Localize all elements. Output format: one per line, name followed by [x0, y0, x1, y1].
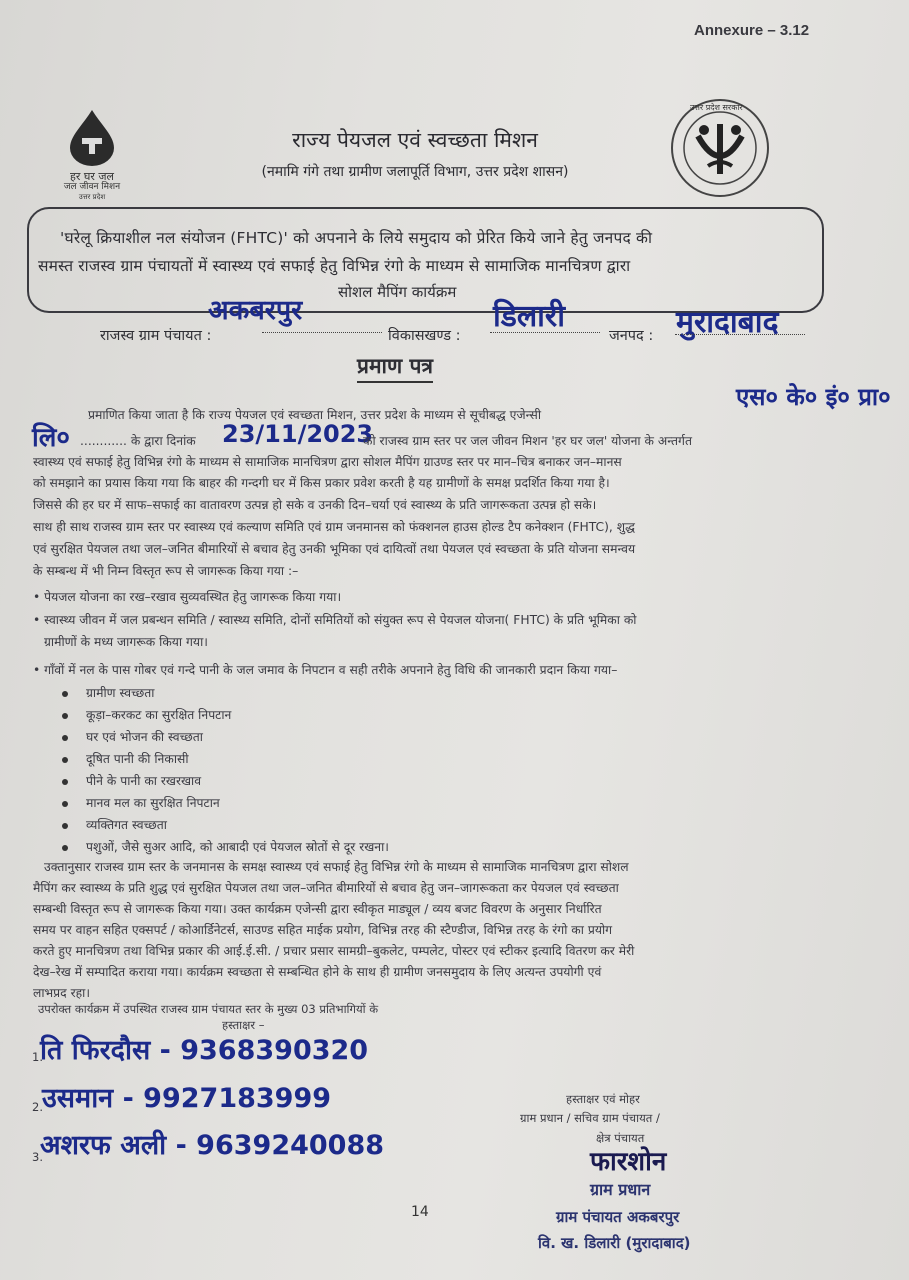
para2-line-6: देख–रेख में सम्पादित कराया गया। कार्यक्रम स्वच्छता से सम्बन्धित होने के साथ ही ग्रामीण जनसमुदाय के लिए अत्यन्त उपयोगी एवं: [33, 965, 602, 979]
signatory-roles: ग्राम प्रधान / सचिव ग्राम पंचायत /: [520, 1111, 660, 1125]
bullet-dot-icon: [62, 845, 68, 851]
bullet-2-cont: ग्रामीणों के मध्य जागरूक किया गया।: [44, 635, 208, 649]
block-value: डिलारी: [493, 299, 565, 334]
bullet-1-text: पेयजल योजना का रख–रखाव सुव्यवस्थित हेतु जागरूक किया गया।: [44, 590, 342, 604]
certificate-title: प्रमाण पत्र: [357, 352, 433, 383]
para1-line-2a: ............ के द्वारा दिनांक: [80, 434, 196, 448]
para2-line-4: समय पर वाहन सहित एक्सपर्ट / कोआर्डिनेटर्स, साउण्ड सहित माईक प्रयोग, विभिन्न तरह की स्टैण्डीज, विभिन्न तरह के रंगो का प्रयोग: [33, 923, 613, 937]
bullet-dot-icon: [62, 757, 68, 763]
list-item: पशुओं, जैसे सुअर आदि, को आबादी एवं पेयजल स्रोतों से दूर रखना।: [62, 838, 389, 855]
participant-3: अशरफ अली - 9639240088: [40, 1130, 385, 1161]
para1-line-5: जिससे की हर घर में साफ–सफाई का वातावरण उत्पन्न हो सके व उनकी दिन–चर्या एवं स्वास्थ्य के प्रति जागरूकता उत्पन्न हो सके।: [33, 498, 597, 512]
participant-num-1: 1.: [32, 1050, 43, 1064]
program-date: 23/11/2023: [222, 420, 374, 448]
para1-line-8: के सम्बन्ध में भी निम्न विस्तृत रूप से जागरूक किया गया :–: [33, 564, 299, 578]
page-number: 14: [411, 1204, 429, 1220]
stamp-line-2: ग्राम पंचायत अकबरपुर: [556, 1208, 680, 1226]
bullet-dot-icon: [62, 779, 68, 785]
gram-panchayat-value: अकबरपुर: [208, 295, 303, 326]
emblem-text: उत्तर प्रदेश सरकार: [690, 103, 743, 112]
program-line-2: समस्त राजस्व ग्राम पंचायतों में स्वास्थ्य एवं सफाई हेतु विभिन्न रंगो के माध्यम से सामाजिक मानचित्रण द्वारा: [38, 257, 631, 275]
district-value: मुरादाबाद: [676, 305, 779, 340]
sign-seal-label: हस्ताक्षर एवं मोहर: [566, 1092, 640, 1106]
annexure-label: Annexure – 3.12: [694, 22, 810, 39]
para1-line-6: साथ ही साथ राजस्व ग्राम स्तर पर स्वास्थ्य एवं कल्याण समिति एवं ग्राम जनमानस को फंक्शनल हाउस होल्ड टैप कनेक्शन (FHTC), शुद्ध: [33, 520, 635, 534]
participant-num-2: 2.: [32, 1100, 43, 1114]
program-line-3: सोशल मैपिंग कार्यक्रम: [338, 283, 457, 301]
participant-2: उसमान - 9927183999: [42, 1083, 332, 1114]
para1-line-1: प्रमाणित किया जाता है कि राज्य पेयजल एवं स्वच्छता मिशन, उत्तर प्रदेश के माध्यम से सूचीबद्ध एजेन्सी: [88, 408, 542, 422]
up-govt-emblem: [668, 96, 772, 200]
district-dots: [675, 334, 805, 335]
block-label: विकासखण्ड :: [388, 328, 461, 344]
stamp-line-1: ग्राम प्रधान: [590, 1180, 651, 1199]
para1-line-2b: को राजस्व ग्राम स्तर पर जल जीवन मिशन 'हर घर जल' योजना के अन्तर्गत: [363, 434, 692, 448]
mission-subtitle: (नमामि गंगे तथा ग्रामीण जलापूर्ति विभाग, उत्तर प्रदेश शासन): [261, 164, 569, 180]
logo-line-1: हर घर जल: [70, 170, 114, 183]
stamp-line-3: वि. ख. डिलारी (मुरादाबाद): [538, 1234, 691, 1252]
para2-line-1: उक्तानुसार राजस्व ग्राम स्तर के जनमानस के समक्ष स्वास्थ्य एवं सफाई हेतु विभिन्न रंगो के माध्यम से सामाजिक मानचित्रण द्वारा सोशल: [44, 860, 629, 874]
para2-line-5: करते हुए मानचित्रण तथा विभिन्न प्रकार की आई.ई.सी. / प्रचार प्रसार सामग्री–बुकलेट, पम्पलेट, पोस्टर एवं स्टीकर इत्यादि वितरण कर मेरी: [33, 944, 635, 958]
para1-line-4: को समझाने का प्रयास किया गया कि बाहर की गन्दगी घर में किस प्रकार प्रवेश करती है यह ग्रामीणों के समक्ष प्रदर्शित किया गया है।: [33, 476, 610, 490]
para2-line-2: मैपिंग कर स्वास्थ्य के प्रति शुद्ध एवं सुरक्षित पेयजल तथा जल–जनित बीमारियों से बचाव हेतु जन–जागरूकता कर पेयजल एवं स्वच्छता: [33, 881, 619, 895]
bullet-3: • गाँवों में नल के पास गोबर एवं गन्दे पानी के जल जमाव के निपटान व सही तरीके अपनाने हेतु विधि की जानकारी प्रदान किया गया–: [33, 663, 618, 677]
participants-intro: उपरोक्त कार्यक्रम में उपस्थित राजस्व ग्राम पंचायत स्तर के मुख्य 03 प्रतिभागियों के: [38, 1002, 379, 1016]
list-item: पीने के पानी का रखरखाव: [62, 772, 201, 789]
mission-title: राज्य पेयजल एवं स्वच्छता मिशन: [292, 128, 538, 152]
bullet-dot-icon: [62, 735, 68, 741]
bullet-2-text: स्वास्थ्य जीवन में जल प्रबन्धन समिति / स्वास्थ्य समिति, दोनों समितियों को संयुक्त रूप से पेयजल योजना( FHTC) के प्रति भूमिका को: [44, 613, 637, 627]
logo-line-2: जल जीवन मिशन: [63, 182, 121, 192]
bullet-dot-icon: [62, 823, 68, 829]
list-item: मानव मल का सुरक्षित निपटान: [62, 794, 220, 811]
agency-line-2: लि०: [32, 423, 70, 453]
water-drop-tap-icon: [48, 108, 136, 168]
signatory-role-2: क्षेत्र पंचायत: [596, 1131, 645, 1145]
list-item: व्यक्तिगत स्वच्छता: [62, 816, 167, 833]
list-item: घर एवं भोजन की स्वच्छता: [62, 728, 203, 745]
pradhan-signature: फारशोन: [590, 1147, 667, 1177]
bullet-3-text: गाँवों में नल के पास गोबर एवं गन्दे पानी के जल जमाव के निपटान व सही तरीके अपनाने हेतु विधि की जानकारी प्रदान किया गया–: [44, 663, 618, 677]
gp-dots: [262, 332, 382, 333]
bullet-dot-icon: [62, 691, 68, 697]
para2-line-3: सम्बन्धी विस्तृत रूप से जागरूक किया गया। उक्त कार्यक्रम एजेन्सी द्वारा स्वीकृत माड्यूल / व्यय बजट विवरण के अनुसार निर्धारित: [33, 902, 602, 916]
list-item: ग्रामीण स्वच्छता: [62, 684, 154, 701]
bullet-dot-icon: [62, 801, 68, 807]
list-item: कूड़ा–करकट का सुरक्षित निपटान: [62, 706, 231, 723]
logo-line-3: उत्तर प्रदेश: [78, 193, 106, 201]
bullet-1: • पेयजल योजना का रख–रखाव सुव्यवस्थित हेतु जागरूक किया गया।: [33, 590, 342, 604]
block-dots: [490, 332, 600, 333]
har-ghar-jal-logo: [48, 108, 136, 201]
program-line-1: 'घरेलू क्रियाशील नल संयोजन (FHTC)' को अपनाने के लिये समुदाय को प्रेरित किये जाने हेतु जनपद की: [60, 229, 653, 247]
participant-1: ति फिरदौस - 9368390320: [40, 1035, 369, 1066]
participant-num-3: 3.: [32, 1150, 43, 1164]
gram-panchayat-label: राजस्व ग्राम पंचायत :: [100, 328, 212, 344]
para1-line-3: स्वास्थ्य एवं सफाई हेतु विभिन्न रंगो के माध्यम से सामाजिक मानचित्रण द्वारा सोशल मैपिंग ग्राउण्ड स्तर पर मान–चित्र बनाकर जन–मानस: [33, 455, 622, 469]
bullet-dot-icon: [62, 713, 68, 719]
participants-sign-label: हस्ताक्षर –: [222, 1018, 265, 1032]
bullet-2: • स्वास्थ्य जीवन में जल प्रबन्धन समिति / स्वास्थ्य समिति, दोनों समितियों को संयुक्त रूप से पेयजल योजना( FHTC) के प्रति भूमिका को: [33, 613, 637, 627]
para2-line-7: लाभप्रद रहा।: [33, 986, 91, 1000]
list-item: दूषित पानी की निकासी: [62, 750, 189, 767]
para1-line-7: एवं सुरक्षित पेयजल तथा जल–जनित बीमारियों से बचाव हेतु उनकी भूमिका एवं दायित्वों तथा पेयजल एवं स्वच्छता के प्रति योजना समन्वय: [33, 542, 636, 556]
district-label: जनपद :: [609, 328, 654, 344]
agency-handwritten: एस० के० इं० प्रा०: [736, 383, 891, 411]
